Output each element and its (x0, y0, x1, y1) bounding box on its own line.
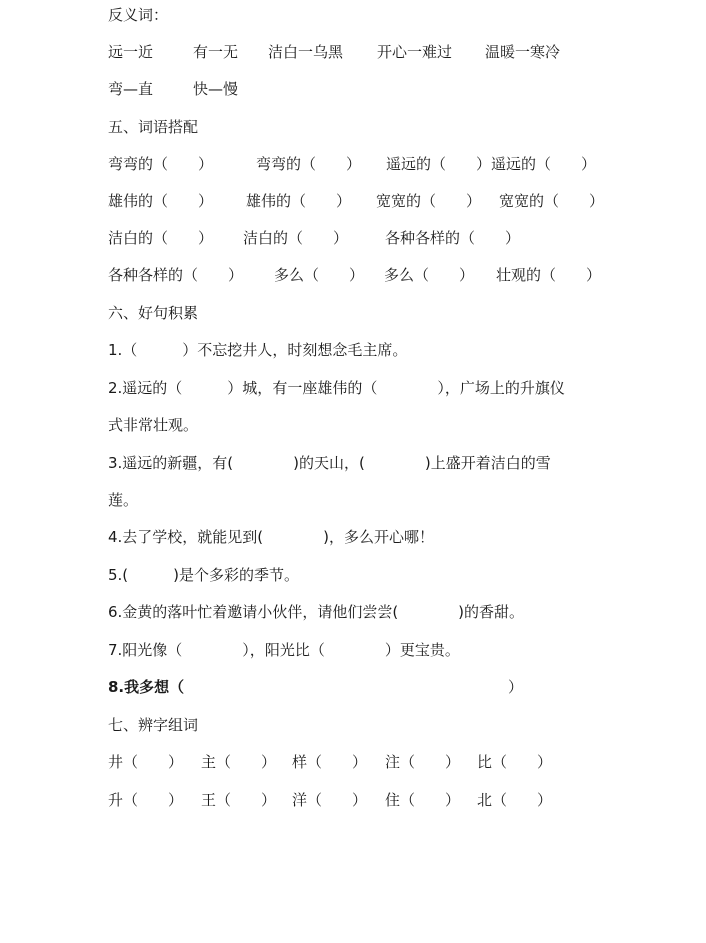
collocation-item: 多么（ ） (384, 266, 475, 284)
antonym-pair: 有一无 (193, 43, 239, 61)
char-item: 升（ ） (108, 791, 184, 809)
antonyms-row-2 (0, 78, 239, 100)
collocation-item: 弯弯的（ ） (256, 155, 362, 173)
chars-heading: 七、辨字组词 (108, 716, 199, 734)
collocation-row-2 (0, 190, 605, 212)
antonym-pair: 温暖一寒冷 (485, 43, 561, 61)
collocation-row-3 (0, 227, 521, 249)
collocation-row-4 (0, 264, 602, 286)
chars-row-2 (0, 789, 553, 811)
collocation-item: 洁白的（ ） (108, 229, 214, 247)
sentence-3a: 3.遥远的新疆，有( )的天山，( )上盛开着洁白的雪 (108, 454, 551, 472)
collocation-item: 多么（ ） (274, 266, 365, 284)
sentence-1: 1.（ ）不忘挖井人，时刻想念毛主席。 (108, 341, 408, 359)
antonym-pair: 洁白一乌黑 (268, 43, 344, 61)
collocation-item: 雄伟的（ ） (108, 192, 214, 210)
chars-row-1 (0, 751, 553, 773)
char-item: 住（ ） (385, 791, 461, 809)
sentence-4: 4.去了学校，就能见到( )，多么开心哪！ (108, 528, 435, 546)
char-item: 王（ ） (201, 791, 277, 809)
collocation-item: 弯弯的（ ） (108, 155, 214, 173)
char-item: 注（ ） (385, 753, 461, 771)
sentence-5: 5.( )是个多彩的季节。 (108, 566, 300, 584)
antonym-pair: 开心一难过 (377, 43, 453, 61)
char-item: 洋（ ） (292, 791, 368, 809)
collocation-item: 雄伟的（ ） (246, 192, 352, 210)
collocation-heading: 五、词语搭配 (108, 118, 199, 136)
char-item: 井（ ） (108, 753, 184, 771)
collocation-item: 宽宽的（ ） (499, 192, 605, 210)
char-item: 北（ ） (477, 791, 553, 809)
sentence-2a: 2.遥远的（ ）城，有一座雄伟的（ ），广场上的升旗仪 (108, 379, 565, 397)
sentences-heading: 六、好句积累 (108, 304, 199, 322)
collocation-item: 壮观的（ ） (496, 266, 602, 284)
sentence-6: 6.金黄的落叶忙着邀请小伙伴，请他们尝尝( )的香甜。 (108, 603, 525, 621)
collocation-item: 洁白的（ ） (243, 229, 349, 247)
sentence-7: 7.阳光像（ ），阳光比（ ）更宝贵。 (108, 641, 460, 659)
char-item: 比（ ） (477, 753, 553, 771)
antonyms-row-1 (0, 41, 561, 63)
sentence-2b: 式非常壮观。 (108, 416, 199, 434)
antonym-pair: 远一近 (108, 43, 154, 61)
antonym-pair: 快—慢 (193, 80, 239, 98)
char-item: 样（ ） (292, 753, 368, 771)
antonyms-heading: 反义词： (108, 6, 169, 24)
sentence-8: 8.我多想（ ） (108, 678, 524, 696)
antonym-pair: 弯—直 (108, 80, 154, 98)
collocation-item: 各种各样的（ ） (385, 229, 521, 247)
collocation-item: 宽宽的（ ） (376, 192, 482, 210)
collocation-item: 各种各样的（ ） (108, 266, 244, 284)
sentence-3b: 莲。 (108, 491, 139, 509)
collocation-row-1 (0, 153, 597, 175)
collocation-item: 遥远的（ ）遥远的（ ） (386, 155, 597, 173)
char-item: 主（ ） (201, 753, 277, 771)
